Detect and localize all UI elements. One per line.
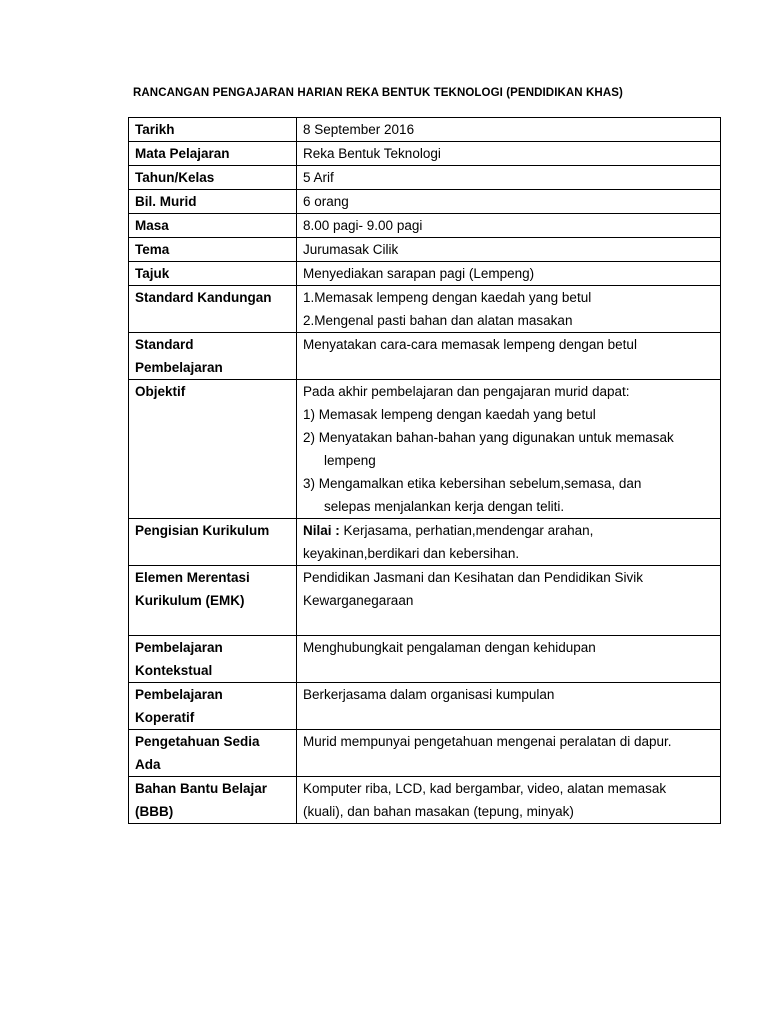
value-bil-murid: 6 orang	[297, 190, 721, 214]
label-pengetahuan-1: Pengetahuan Sedia	[135, 734, 260, 749]
label-objektif: Objektif	[129, 380, 297, 519]
label-bil-murid: Bil. Murid	[129, 190, 297, 214]
row-standard-kandungan	[129, 286, 721, 333]
emk-line-1: Pendidikan Jasmani dan Kesihatan dan Pendidikan Sivik	[303, 570, 643, 585]
objektif-item-1: 1) Memasak lempeng dengan kaedah yang betul	[303, 407, 596, 422]
objektif-item-3: 3) Mengamalkan etika kebersihan sebelum,semasa, dan	[303, 476, 642, 491]
bbb-line-1: Komputer riba, LCD, kad bergambar, video, alatan memasak	[303, 781, 667, 796]
nilai-text-1: Kerjasama, perhatian,mendengar arahan,	[339, 523, 594, 538]
row-standard-pembelajaran	[129, 333, 721, 380]
value-bbb	[297, 777, 721, 824]
row-objektif	[129, 380, 721, 519]
row-tahun-kelas	[129, 166, 721, 190]
row-mata-pelajaran	[129, 142, 721, 166]
value-pengisian-kurikulum	[297, 519, 721, 566]
label-koperatif-1: Pembelajaran	[135, 687, 223, 702]
nilai-line-1	[303, 519, 714, 542]
label-kontekstual-1: Pembelajaran	[135, 640, 223, 655]
objektif-item-2-cont: lempeng	[324, 453, 376, 468]
objektif-intro: Pada akhir pembelajaran dan pengajaran murid dapat:	[303, 384, 630, 399]
bbb-line-2: (kuali), dan bahan masakan (tepung, minyak)	[303, 804, 574, 819]
label-bbb	[129, 777, 297, 824]
row-masa	[129, 214, 721, 238]
row-tema	[129, 238, 721, 262]
label-tajuk: Tajuk	[129, 262, 297, 286]
label-koperatif-2: Koperatif	[135, 710, 195, 725]
lesson-plan-table	[128, 117, 721, 824]
value-emk	[297, 566, 721, 636]
row-kontekstual	[129, 636, 721, 683]
row-bbb	[129, 777, 721, 824]
value-koperatif: Berkerjasama dalam organisasi kumpulan	[297, 683, 721, 730]
label-kontekstual	[129, 636, 297, 683]
document-title: RANCANGAN PENGAJARAN HARIAN REKA BENTUK TEKNOLOGI (PENDIDIKAN KHAS)	[133, 87, 623, 99]
nilai-text-2: keyakinan,berdikari dan kebersihan.	[303, 546, 520, 561]
label-emk-1: Elemen Merentasi	[135, 570, 250, 585]
value-mata-pelajaran: Reka Bentuk Teknologi	[297, 142, 721, 166]
label-tarikh: Tarikh	[129, 118, 297, 142]
kandungan-line-1: 1.Memasak lempeng dengan kaedah yang betul	[303, 290, 592, 305]
label-pengetahuan-sedia-ada	[129, 730, 297, 777]
objektif-item-3-cont: selepas menjalankan kerja dengan teliti.	[324, 499, 565, 514]
row-tajuk	[129, 262, 721, 286]
label-bbb-1: Bahan Bantu Belajar	[135, 781, 268, 796]
label-pengetahuan-2: Ada	[135, 757, 161, 772]
value-pengetahuan-sedia-ada: Murid mempunyai pengetahuan mengenai peralatan di dapur.	[297, 730, 721, 777]
emk-line-2: Kewarganegaraan	[303, 593, 414, 608]
label-pengisian-kurikulum: Pengisian Kurikulum	[129, 519, 297, 566]
objektif-item-2: 2) Menyatakan bahan-bahan yang digunakan untuk memasak	[303, 430, 674, 445]
label-standard-kandungan: Standard Kandungan	[129, 286, 297, 333]
label-kontekstual-2: Kontekstual	[135, 663, 213, 678]
value-masa: 8.00 pagi- 9.00 pagi	[297, 214, 721, 238]
label-bbb-2: (BBB)	[135, 804, 174, 819]
row-emk	[129, 566, 721, 636]
row-koperatif	[129, 683, 721, 730]
label-tema: Tema	[129, 238, 297, 262]
label-koperatif	[129, 683, 297, 730]
value-tajuk: Menyediakan sarapan pagi (Lempeng)	[297, 262, 721, 286]
row-bil-murid	[129, 190, 721, 214]
label-tahun-kelas: Tahun/Kelas	[129, 166, 297, 190]
label-emk-2: Kurikulum (EMK)	[135, 593, 245, 608]
value-tema: Jurumasak Cilik	[297, 238, 721, 262]
value-standard-kandungan	[297, 286, 721, 333]
row-tarikh	[129, 118, 721, 142]
label-mata-pelajaran: Mata Pelajaran	[129, 142, 297, 166]
value-tarikh: 8 September 2016	[297, 118, 721, 142]
kandungan-line-2: 2.Mengenal pasti bahan dan alatan masakan	[303, 313, 573, 328]
value-standard-pembelajaran: Menyatakan cara-cara memasak lempeng dengan betul	[297, 333, 721, 380]
row-pengisian-kurikulum	[129, 519, 721, 566]
value-objektif	[297, 380, 721, 519]
row-pengetahuan-sedia-ada	[129, 730, 721, 777]
label-masa: Masa	[129, 214, 297, 238]
value-kontekstual: Menghubungkait pengalaman dengan kehidupan	[297, 636, 721, 683]
label-standard-pembelajaran	[129, 333, 297, 380]
label-standard-pembelajaran-1: Standard	[135, 337, 194, 352]
label-emk	[129, 566, 297, 636]
value-tahun-kelas: 5 Arif	[297, 166, 721, 190]
nilai-label: Nilai :	[303, 523, 340, 538]
label-standard-pembelajaran-2: Pembelajaran	[135, 360, 223, 375]
